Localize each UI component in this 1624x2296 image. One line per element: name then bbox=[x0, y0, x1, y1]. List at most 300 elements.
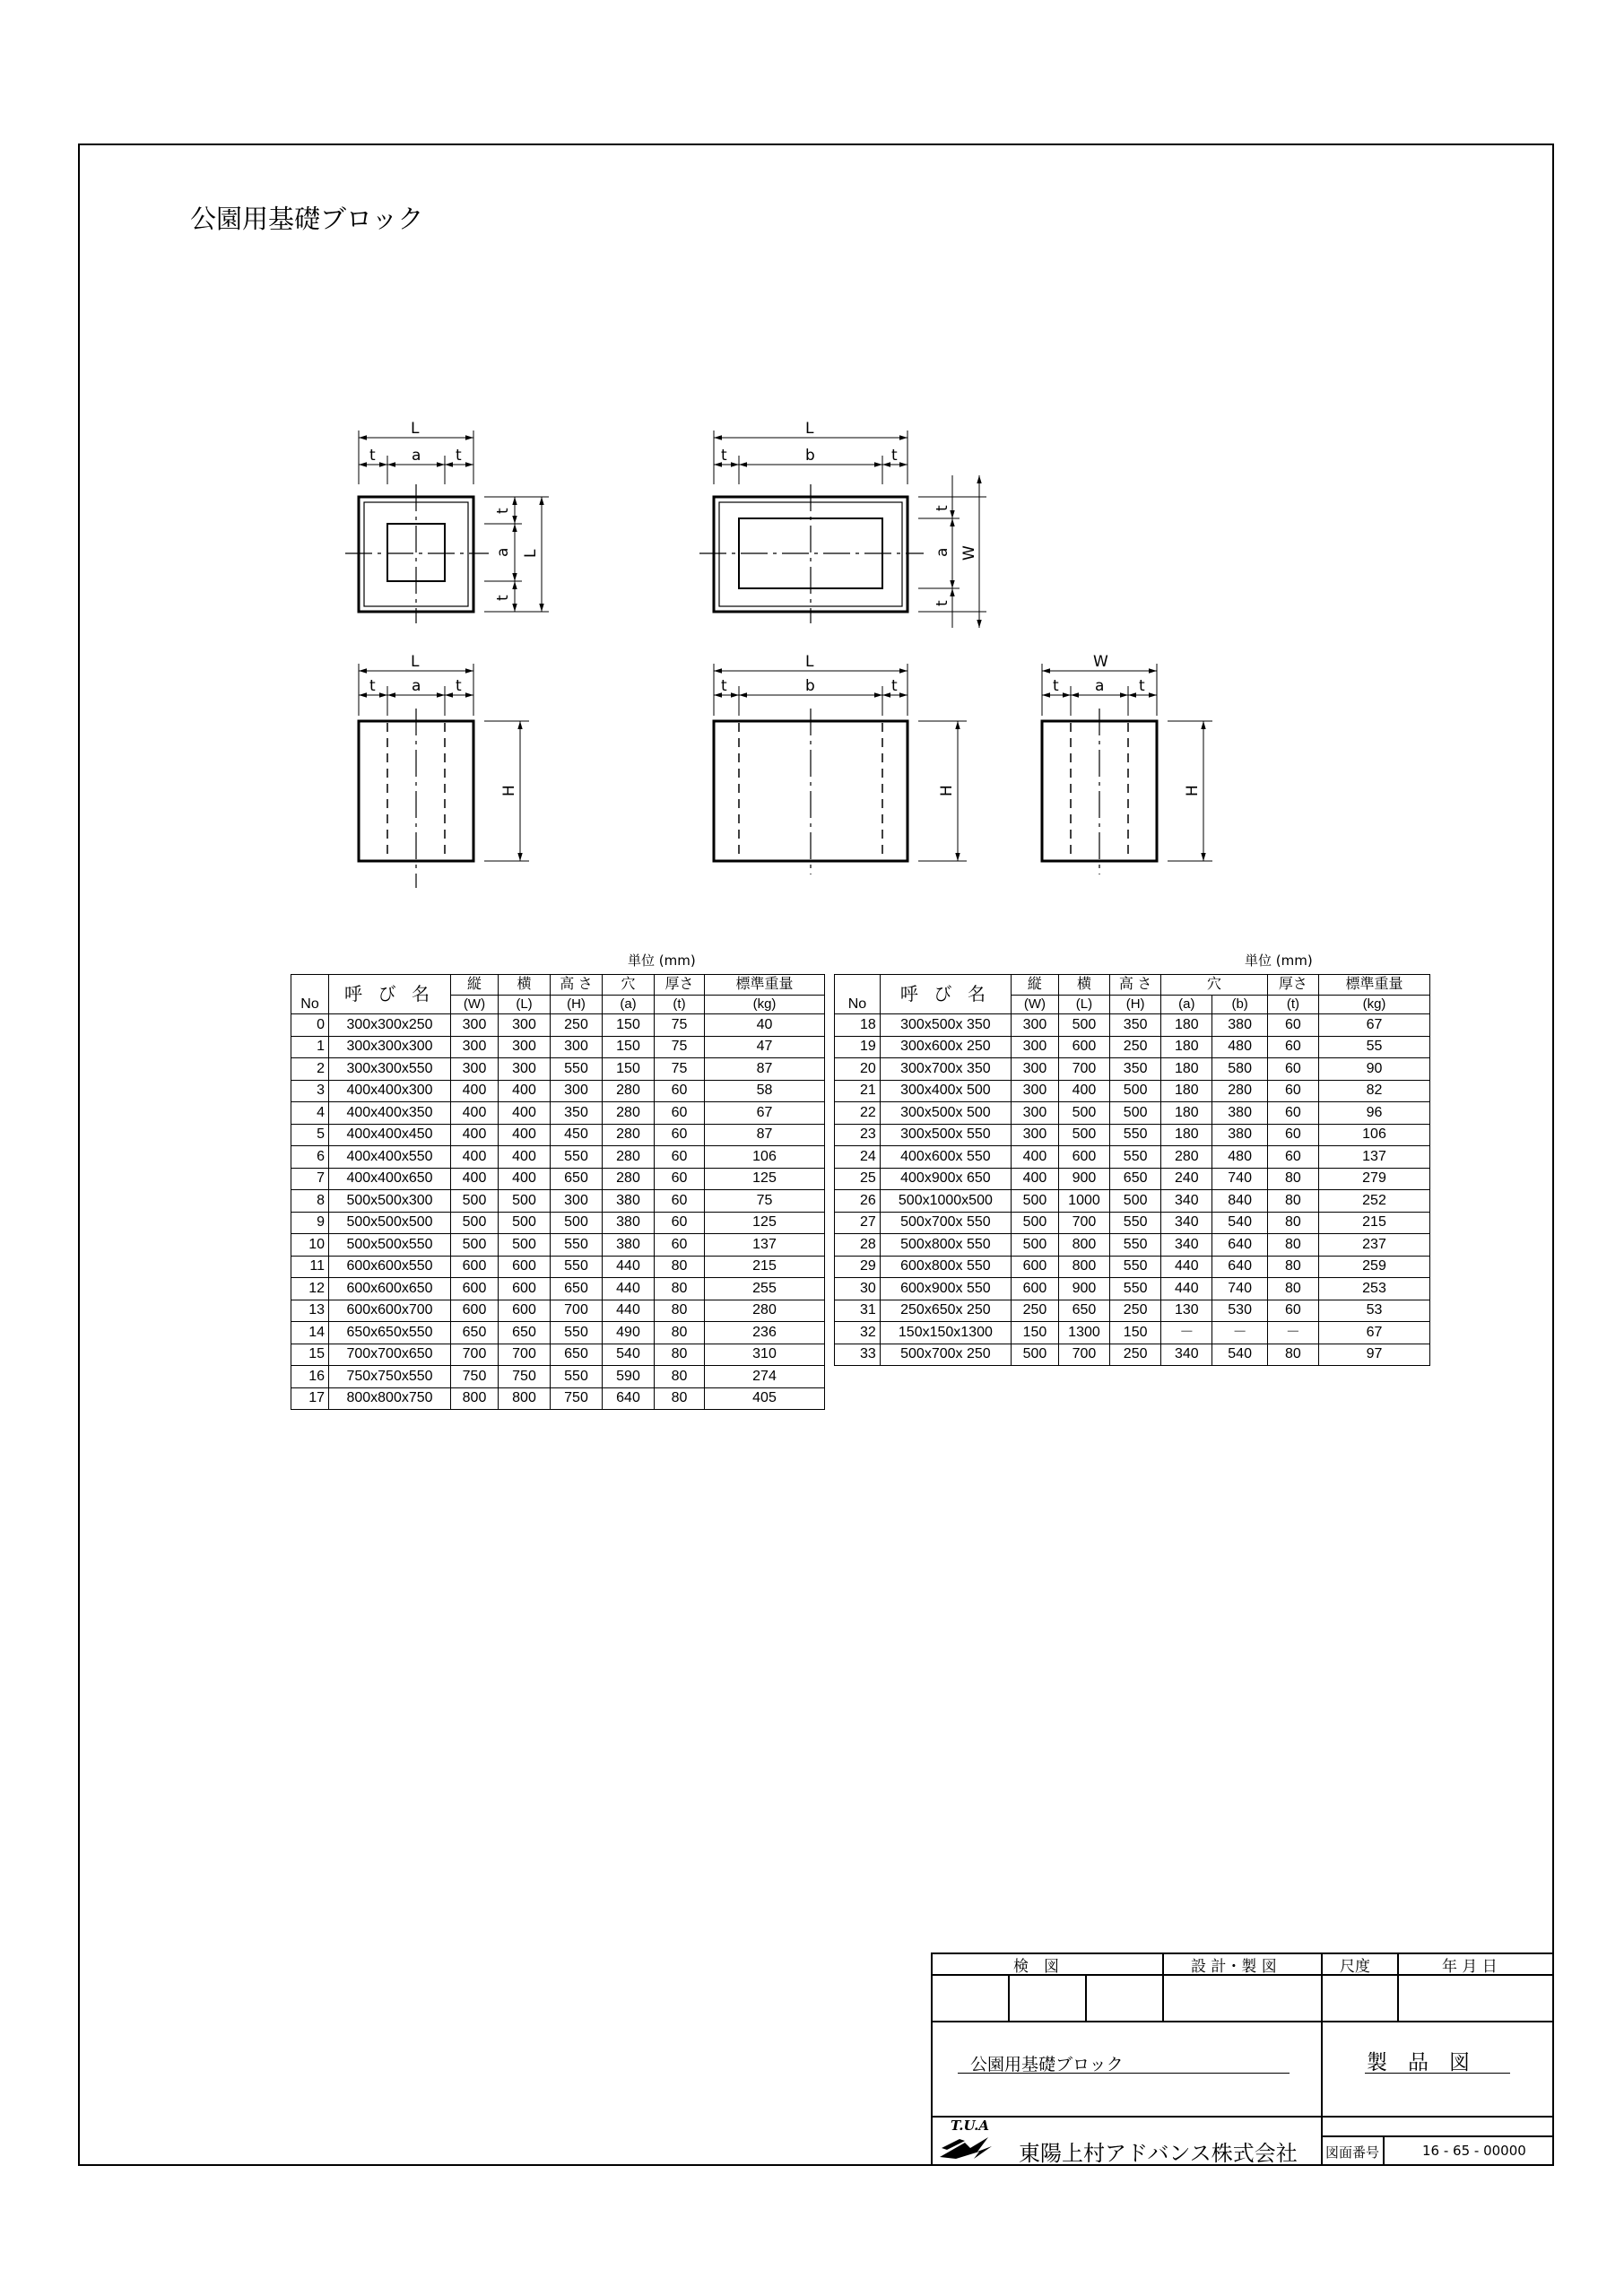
table-cell: 150 bbox=[603, 1058, 655, 1081]
table-cell: 80 bbox=[1267, 1234, 1318, 1257]
table-cell: 440 bbox=[1161, 1278, 1212, 1300]
table-cell: 180 bbox=[1161, 1102, 1212, 1125]
table-cell: 440 bbox=[603, 1300, 655, 1322]
table-row bbox=[835, 1014, 1430, 1037]
table-row bbox=[291, 1366, 825, 1388]
table-cell: 250 bbox=[1110, 1344, 1161, 1366]
title-block bbox=[931, 1952, 1554, 2166]
table-cell: 80 bbox=[655, 1387, 705, 1410]
logo-text: T.U.A bbox=[951, 2118, 990, 2134]
table-cell: 80 bbox=[1267, 1344, 1318, 1366]
col-sub-h: (H) bbox=[551, 996, 603, 1014]
table-cell: 80 bbox=[655, 1322, 705, 1344]
table-cell: 300 bbox=[451, 1036, 499, 1058]
side-elevation bbox=[1042, 664, 1212, 874]
row-name: 300x600x 250 bbox=[880, 1036, 1011, 1058]
table-cell: 125 bbox=[705, 1212, 825, 1234]
table-cell: 280 bbox=[1212, 1080, 1267, 1102]
row-name: 400x400x650 bbox=[329, 1168, 451, 1190]
row-number: 1 bbox=[291, 1036, 329, 1058]
table-cell: 400 bbox=[451, 1146, 499, 1169]
row-name: 600x600x550 bbox=[329, 1256, 451, 1278]
row-name: 500x500x300 bbox=[329, 1190, 451, 1213]
table-cell: 75 bbox=[655, 1036, 705, 1058]
table-cell: 80 bbox=[655, 1366, 705, 1388]
table-row bbox=[835, 1234, 1430, 1257]
table-cell: 500 bbox=[499, 1190, 551, 1213]
table-cell: 750 bbox=[551, 1387, 603, 1410]
table-cell: 500 bbox=[1110, 1102, 1161, 1125]
table-row bbox=[291, 1102, 825, 1125]
table-cell: 53 bbox=[1319, 1300, 1430, 1322]
table-row bbox=[291, 1190, 825, 1213]
table-cell: 215 bbox=[1319, 1212, 1430, 1234]
dim-label-t: t bbox=[494, 595, 512, 601]
row-number: 12 bbox=[291, 1278, 329, 1300]
table-cell: 650 bbox=[1110, 1168, 1161, 1190]
col-header-name: 呼 び 名 bbox=[329, 975, 451, 1014]
spec-table-left bbox=[291, 974, 825, 1410]
table-cell: 550 bbox=[1110, 1212, 1161, 1234]
table-cell: 274 bbox=[705, 1366, 825, 1388]
drawing-no-label: 図面番号 bbox=[1325, 2144, 1380, 2161]
table-cell: 300 bbox=[499, 1036, 551, 1058]
product-name: 公園用基礎ブロック bbox=[970, 2055, 1124, 2074]
col-sub-w: (W) bbox=[451, 996, 499, 1014]
table-cell: 550 bbox=[1110, 1124, 1161, 1146]
table-cell: 400 bbox=[1058, 1080, 1109, 1102]
row-name: 500x800x 550 bbox=[880, 1234, 1011, 1257]
table-cell: 236 bbox=[705, 1322, 825, 1344]
table-row bbox=[291, 1014, 825, 1037]
col-header-kg: 標準重量 bbox=[1319, 975, 1430, 996]
row-name: 500x700x 550 bbox=[880, 1212, 1011, 1234]
table-cell: 500 bbox=[1011, 1344, 1058, 1366]
col-header-l: 横 bbox=[1058, 975, 1109, 996]
table-cell: 700 bbox=[499, 1344, 551, 1366]
row-name: 750x750x550 bbox=[329, 1366, 451, 1388]
dim-label-t: t bbox=[721, 677, 727, 695]
table-cell: 500 bbox=[1110, 1080, 1161, 1102]
table-cell: 650 bbox=[551, 1168, 603, 1190]
col-header-hole: 穴 bbox=[603, 975, 655, 996]
table-cell: － bbox=[1161, 1322, 1212, 1344]
table-row bbox=[835, 1256, 1430, 1278]
table-row bbox=[835, 1036, 1430, 1058]
row-name: 400x400x450 bbox=[329, 1124, 451, 1146]
row-name: 600x900x 550 bbox=[880, 1278, 1011, 1300]
table-cell: 180 bbox=[1161, 1014, 1212, 1037]
unit-label-right: 単位 (mm) bbox=[1245, 952, 1313, 969]
table-cell: 400 bbox=[451, 1102, 499, 1125]
table-cell: 60 bbox=[655, 1124, 705, 1146]
dim-label-H: H bbox=[500, 785, 518, 796]
table-cell: 67 bbox=[705, 1102, 825, 1125]
table-cell: 80 bbox=[655, 1344, 705, 1366]
table-cell: 800 bbox=[1058, 1234, 1109, 1257]
table-row bbox=[835, 1058, 1430, 1081]
table-cell: 550 bbox=[1110, 1256, 1161, 1278]
table-cell: 60 bbox=[655, 1212, 705, 1234]
table-row bbox=[291, 1146, 825, 1169]
table-cell: 300 bbox=[551, 1036, 603, 1058]
table-cell: 130 bbox=[1161, 1300, 1212, 1322]
date-label: 年 月 日 bbox=[1442, 1958, 1498, 1976]
row-number: 4 bbox=[291, 1102, 329, 1125]
company-name: 東陽上村アドバンス株式会社 bbox=[1019, 2141, 1298, 2166]
row-number: 2 bbox=[291, 1058, 329, 1081]
table-cell: 405 bbox=[705, 1387, 825, 1410]
row-number: 13 bbox=[291, 1300, 329, 1322]
table-cell: 1000 bbox=[1058, 1190, 1109, 1213]
table-cell: 640 bbox=[1212, 1256, 1267, 1278]
table-cell: 60 bbox=[655, 1190, 705, 1213]
table-cell: 380 bbox=[1212, 1014, 1267, 1037]
row-name: 500x700x 250 bbox=[880, 1344, 1011, 1366]
dim-label-a: a bbox=[412, 447, 421, 465]
table-cell: 215 bbox=[705, 1256, 825, 1278]
table-cell: 340 bbox=[1161, 1344, 1212, 1366]
table-row bbox=[835, 1102, 1430, 1125]
table-cell: 350 bbox=[551, 1102, 603, 1125]
table-row bbox=[291, 1212, 825, 1234]
row-name: 600x600x700 bbox=[329, 1300, 451, 1322]
dim-label-t: t bbox=[891, 677, 898, 695]
dim-label-t: t bbox=[934, 600, 951, 606]
col-header-w: 縦 bbox=[1011, 975, 1058, 996]
table-cell: 280 bbox=[705, 1300, 825, 1322]
dim-label-a: a bbox=[494, 547, 512, 557]
table-cell: 280 bbox=[603, 1080, 655, 1102]
table-cell: 279 bbox=[1319, 1168, 1430, 1190]
col-sub-kg: (kg) bbox=[1319, 996, 1430, 1014]
table-row bbox=[835, 1080, 1430, 1102]
col-header-h: 高 さ bbox=[1110, 975, 1161, 996]
table-cell: 106 bbox=[1319, 1124, 1430, 1146]
drawing-type: 製 品 図 bbox=[1367, 2051, 1470, 2074]
row-name: 300x700x 350 bbox=[880, 1058, 1011, 1081]
dim-label-W: W bbox=[1093, 653, 1108, 671]
table-cell: 280 bbox=[603, 1168, 655, 1190]
table-cell: 75 bbox=[655, 1058, 705, 1081]
row-name: 300x500x 350 bbox=[880, 1014, 1011, 1037]
table-cell: 300 bbox=[1011, 1102, 1058, 1125]
table-cell: 500 bbox=[1058, 1102, 1109, 1125]
dim-label-a: a bbox=[1095, 677, 1105, 695]
table-cell: 97 bbox=[1319, 1344, 1430, 1366]
dim-label-t: t bbox=[1053, 677, 1059, 695]
table-cell: 700 bbox=[551, 1300, 603, 1322]
row-number: 20 bbox=[835, 1058, 881, 1081]
row-name: 400x600x 550 bbox=[880, 1146, 1011, 1169]
row-number: 16 bbox=[291, 1366, 329, 1388]
table-cell: 650 bbox=[1058, 1300, 1109, 1322]
col-header-t: 厚さ bbox=[655, 975, 705, 996]
table-cell: 150 bbox=[1110, 1322, 1161, 1344]
table-cell: 60 bbox=[655, 1234, 705, 1257]
row-number: 21 bbox=[835, 1080, 881, 1102]
table-cell: 340 bbox=[1161, 1234, 1212, 1257]
table-cell: 600 bbox=[499, 1278, 551, 1300]
table-cell: 400 bbox=[499, 1168, 551, 1190]
table-cell: 600 bbox=[499, 1300, 551, 1322]
table-cell: 750 bbox=[451, 1366, 499, 1388]
row-number: 14 bbox=[291, 1322, 329, 1344]
table-cell: 137 bbox=[705, 1234, 825, 1257]
col-sub-l: (L) bbox=[499, 996, 551, 1014]
table-cell: 380 bbox=[603, 1212, 655, 1234]
table-cell: 250 bbox=[1011, 1300, 1058, 1322]
table-row bbox=[835, 1124, 1430, 1146]
table-cell: 310 bbox=[705, 1344, 825, 1366]
table-cell: 550 bbox=[1110, 1146, 1161, 1169]
table-cell: 350 bbox=[1110, 1058, 1161, 1081]
dim-label-t: t bbox=[456, 677, 462, 695]
row-number: 0 bbox=[291, 1014, 329, 1037]
table-cell: 80 bbox=[1267, 1256, 1318, 1278]
table-cell: 259 bbox=[1319, 1256, 1430, 1278]
table-cell: 550 bbox=[1110, 1234, 1161, 1257]
table-cell: 550 bbox=[551, 1322, 603, 1344]
table-row bbox=[291, 1036, 825, 1058]
table-cell: 150 bbox=[1011, 1322, 1058, 1344]
table-cell: 80 bbox=[1267, 1212, 1318, 1234]
row-name: 300x300x250 bbox=[329, 1014, 451, 1037]
table-cell: 60 bbox=[1267, 1080, 1318, 1102]
table-cell: 60 bbox=[1267, 1300, 1318, 1322]
table-cell: 75 bbox=[655, 1014, 705, 1037]
dim-label-L: L bbox=[411, 420, 420, 438]
table-cell: 800 bbox=[451, 1387, 499, 1410]
table-cell: 400 bbox=[499, 1080, 551, 1102]
row-name: 400x900x 650 bbox=[880, 1168, 1011, 1190]
table-row bbox=[291, 1256, 825, 1278]
table-cell: 255 bbox=[705, 1278, 825, 1300]
table-cell: 840 bbox=[1212, 1190, 1267, 1213]
table-cell: 650 bbox=[451, 1322, 499, 1344]
plan-view-square bbox=[345, 430, 549, 623]
table-cell: 380 bbox=[1212, 1124, 1267, 1146]
table-cell: 340 bbox=[1161, 1212, 1212, 1234]
dim-label-t: t bbox=[891, 447, 898, 465]
row-number: 5 bbox=[291, 1124, 329, 1146]
dim-label-W: W bbox=[960, 545, 978, 561]
table-cell: 280 bbox=[603, 1102, 655, 1125]
table-cell: 280 bbox=[603, 1146, 655, 1169]
table-cell: 67 bbox=[1319, 1014, 1430, 1037]
dim-label-L: L bbox=[805, 420, 814, 438]
dim-label-H: H bbox=[1184, 785, 1202, 796]
table-cell: 60 bbox=[1267, 1146, 1318, 1169]
row-number: 31 bbox=[835, 1300, 881, 1322]
row-name: 150x150x1300 bbox=[880, 1322, 1011, 1344]
table-cell: 300 bbox=[1011, 1080, 1058, 1102]
table-cell: 480 bbox=[1212, 1146, 1267, 1169]
col-header-name: 呼 び 名 bbox=[880, 975, 1011, 1014]
row-number: 18 bbox=[835, 1014, 881, 1037]
dim-label-L: L bbox=[805, 653, 814, 671]
table-cell: 650 bbox=[499, 1322, 551, 1344]
table-cell: 480 bbox=[1212, 1036, 1267, 1058]
row-name: 800x800x750 bbox=[329, 1387, 451, 1410]
table-cell: 80 bbox=[655, 1256, 705, 1278]
table-cell: 60 bbox=[1267, 1124, 1318, 1146]
col-sub-kg: (kg) bbox=[705, 996, 825, 1014]
table-cell: 500 bbox=[1058, 1014, 1109, 1037]
table-cell: 400 bbox=[499, 1146, 551, 1169]
table-row bbox=[291, 1168, 825, 1190]
table-cell: 250 bbox=[1110, 1036, 1161, 1058]
table-cell: 500 bbox=[451, 1212, 499, 1234]
dim-label-t: t bbox=[1139, 677, 1145, 695]
dim-label-t: t bbox=[369, 447, 376, 465]
table-cell: 600 bbox=[499, 1256, 551, 1278]
dim-label-t: t bbox=[721, 447, 727, 465]
table-cell: 500 bbox=[499, 1212, 551, 1234]
row-number: 8 bbox=[291, 1190, 329, 1213]
row-name: 300x500x 550 bbox=[880, 1124, 1011, 1146]
table-cell: 540 bbox=[603, 1344, 655, 1366]
col-header-h: 高 さ bbox=[551, 975, 603, 996]
col-header-hole: 穴 bbox=[1161, 975, 1268, 996]
row-name: 500x500x500 bbox=[329, 1212, 451, 1234]
table-cell: 490 bbox=[603, 1322, 655, 1344]
table-cell: 750 bbox=[499, 1366, 551, 1388]
row-name: 400x400x550 bbox=[329, 1146, 451, 1169]
table-cell: 400 bbox=[499, 1102, 551, 1125]
table-cell: 300 bbox=[1011, 1014, 1058, 1037]
company-logo bbox=[938, 2134, 1019, 2161]
table-row bbox=[835, 1322, 1430, 1344]
row-name: 250x650x 250 bbox=[880, 1300, 1011, 1322]
table-cell: 80 bbox=[1267, 1190, 1318, 1213]
table-cell: 500 bbox=[1110, 1190, 1161, 1213]
drawing-no: 16 - 65 - 00000 bbox=[1422, 2143, 1526, 2159]
table-cell: 440 bbox=[1161, 1256, 1212, 1278]
col-header-kg: 標準重量 bbox=[705, 975, 825, 996]
table-cell: 600 bbox=[1011, 1278, 1058, 1300]
table-cell: 58 bbox=[705, 1080, 825, 1102]
col-sub-a: (a) bbox=[603, 996, 655, 1014]
col-sub-a: (a) bbox=[1161, 996, 1212, 1014]
table-cell: 280 bbox=[603, 1124, 655, 1146]
col-sub-h: (H) bbox=[1110, 996, 1161, 1014]
table-cell: 440 bbox=[603, 1278, 655, 1300]
table-cell: 60 bbox=[655, 1080, 705, 1102]
row-number: 22 bbox=[835, 1102, 881, 1125]
row-number: 3 bbox=[291, 1080, 329, 1102]
table-cell: 500 bbox=[499, 1234, 551, 1257]
table-cell: 250 bbox=[1110, 1300, 1161, 1322]
row-number: 30 bbox=[835, 1278, 881, 1300]
table-cell: 380 bbox=[1212, 1102, 1267, 1125]
table-cell: 700 bbox=[1058, 1344, 1109, 1366]
plan-view-rectangle bbox=[699, 430, 986, 628]
spec-table-right bbox=[834, 974, 1430, 1366]
row-name: 300x300x300 bbox=[329, 1036, 451, 1058]
table-cell: 440 bbox=[603, 1256, 655, 1278]
table-cell: 300 bbox=[551, 1190, 603, 1213]
elevation-square bbox=[359, 664, 529, 888]
table-row bbox=[291, 1124, 825, 1146]
table-cell: 125 bbox=[705, 1168, 825, 1190]
row-number: 27 bbox=[835, 1212, 881, 1234]
dim-label-L: L bbox=[522, 549, 540, 558]
table-cell: 700 bbox=[451, 1344, 499, 1366]
col-header-w: 縦 bbox=[451, 975, 499, 996]
table-cell: 800 bbox=[1058, 1256, 1109, 1278]
table-cell: 640 bbox=[603, 1387, 655, 1410]
table-cell: 60 bbox=[655, 1168, 705, 1190]
table-row bbox=[835, 1278, 1430, 1300]
row-number: 6 bbox=[291, 1146, 329, 1169]
row-number: 33 bbox=[835, 1344, 881, 1366]
col-sub-b: (b) bbox=[1212, 996, 1267, 1014]
table-cell: 500 bbox=[1058, 1124, 1109, 1146]
table-cell: 540 bbox=[1212, 1344, 1267, 1366]
table-cell: 580 bbox=[1212, 1058, 1267, 1081]
table-cell: 300 bbox=[1011, 1036, 1058, 1058]
table-cell: 340 bbox=[1161, 1190, 1212, 1213]
row-number: 7 bbox=[291, 1168, 329, 1190]
table-cell: 60 bbox=[1267, 1058, 1318, 1081]
table-cell: 180 bbox=[1161, 1080, 1212, 1102]
table-cell: 500 bbox=[551, 1212, 603, 1234]
table-cell: 55 bbox=[1319, 1036, 1430, 1058]
table-cell: 550 bbox=[551, 1234, 603, 1257]
table-cell: 500 bbox=[451, 1234, 499, 1257]
row-number: 32 bbox=[835, 1322, 881, 1344]
row-name: 600x800x 550 bbox=[880, 1256, 1011, 1278]
table-cell: 600 bbox=[451, 1256, 499, 1278]
table-cell: 500 bbox=[1011, 1234, 1058, 1257]
table-row bbox=[291, 1058, 825, 1081]
table-row bbox=[835, 1344, 1430, 1366]
table-cell: 700 bbox=[1058, 1212, 1109, 1234]
row-number: 23 bbox=[835, 1124, 881, 1146]
row-number: 15 bbox=[291, 1344, 329, 1366]
table-cell: 80 bbox=[1267, 1278, 1318, 1300]
table-cell: 180 bbox=[1161, 1036, 1212, 1058]
col-header-t: 厚さ bbox=[1267, 975, 1318, 996]
table-cell: 540 bbox=[1212, 1212, 1267, 1234]
table-cell: 640 bbox=[1212, 1234, 1267, 1257]
elevation-rectangle bbox=[714, 664, 967, 874]
dim-label-b: b bbox=[805, 677, 815, 695]
col-sub-t: (t) bbox=[1267, 996, 1318, 1014]
row-number: 29 bbox=[835, 1256, 881, 1278]
row-name: 700x700x650 bbox=[329, 1344, 451, 1366]
table-cell: 500 bbox=[451, 1190, 499, 1213]
table-cell: 300 bbox=[451, 1014, 499, 1037]
table-cell: 740 bbox=[1212, 1278, 1267, 1300]
dim-label-b: b bbox=[805, 447, 815, 465]
table-row bbox=[835, 1146, 1430, 1169]
scale-label: 尺度 bbox=[1340, 1958, 1370, 1976]
col-sub-l: (L) bbox=[1058, 996, 1109, 1014]
table-cell: 350 bbox=[1110, 1014, 1161, 1037]
dim-label-t: t bbox=[369, 677, 376, 695]
table-row bbox=[291, 1387, 825, 1410]
table-row bbox=[291, 1080, 825, 1102]
table-cell: 75 bbox=[705, 1190, 825, 1213]
table-cell: 67 bbox=[1319, 1322, 1430, 1344]
table-cell: 180 bbox=[1161, 1124, 1212, 1146]
row-number: 26 bbox=[835, 1190, 881, 1213]
table-cell: 300 bbox=[499, 1014, 551, 1037]
table-cell: － bbox=[1212, 1322, 1267, 1344]
table-cell: 90 bbox=[1319, 1058, 1430, 1081]
